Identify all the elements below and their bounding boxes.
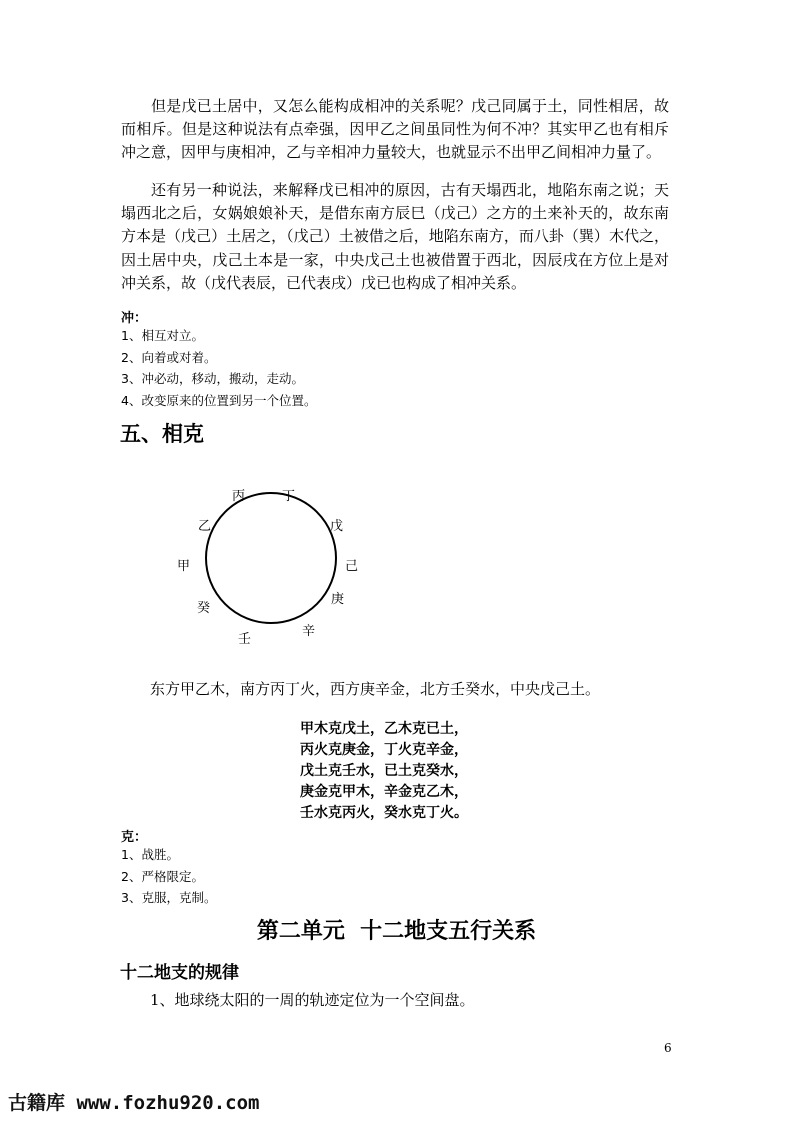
list-item: 壬水克丙火，癸水克丁火。 xyxy=(300,805,468,821)
stem-label-bing: 丙 xyxy=(232,489,246,504)
wheel-circle xyxy=(206,493,336,623)
directions-caption: 东方甲乙木，南方丙丁火，西方庚辛金，北方壬癸水，中央戊己土。 xyxy=(150,680,601,698)
stem-label-ding: 丁 xyxy=(282,489,296,504)
list-item: 3、冲必动，移动，搬动，走动。 xyxy=(121,371,304,386)
watermark: 古籍库 www.fozhu920.com xyxy=(8,1092,260,1114)
ke-definition-title: 克： xyxy=(121,830,148,845)
list-item: 丙火克庚金，丁火克辛金， xyxy=(300,742,468,758)
subsection-title: 十二地支的规律 xyxy=(120,963,239,983)
ke-definition-list xyxy=(121,844,216,909)
list-item: 4、改变原来的位置到另一个位置。 xyxy=(121,392,317,408)
rule-line-1: 1、地球绕太阳的一周的轨迹定位为一个空间盘。 xyxy=(150,991,475,1009)
page-number: 6 xyxy=(664,1041,672,1055)
list-item: 庚金克甲木，辛金克乙木， xyxy=(300,784,468,800)
paragraph-2: 还有另一种说法，来解释戊已相冲的原因，古有天塌西北，地陷东南之说；天塌西北之后，女娲娘娘补天，是借东南方辰巳（戊己）之方的土来补天的，故东南方本是（戊己）土居之，（戊己）土被借之后，地陷东南方，而八卦（巽）木代之，因土居中央，戊己土本是一家，中央戊己土也被借置于西北，因辰戌在方位上是对冲关系，故（戊代表辰，已代表戌）戊已也构成了相冲关系。 xyxy=(121,181,669,292)
list-item: 3、克服，克制。 xyxy=(121,890,217,905)
list-item: 1、战胜。 xyxy=(121,847,179,862)
section-title-xiangke: 五、相克 xyxy=(120,422,204,446)
heavenly-stems-wheel xyxy=(160,475,380,655)
stem-label-ren: 壬 xyxy=(238,632,252,647)
list-item: 2、向着或对着。 xyxy=(121,349,217,365)
list-item: 戊土克壬水，已土克癸水， xyxy=(300,763,468,779)
list-item: 2、严格限定。 xyxy=(121,868,204,884)
list-item: 1、相互对立。 xyxy=(121,328,204,343)
ke-rules-list xyxy=(300,719,468,824)
stem-label-geng: 庚 xyxy=(331,592,345,607)
stem-label-jia: 甲 xyxy=(177,559,191,574)
unit-title: 第二单元 十二地支五行关系 xyxy=(256,919,537,944)
stem-label-gui: 癸 xyxy=(197,601,211,616)
paragraph-1: 但是戊已土居中，又怎么能构成相冲的关系呢？戊己同属于土，同性相居，故而相斥。但是这种说法有点牵强，因甲乙之间虽同性为何不冲？其实甲乙也有相斥冲之意，因甲与庚相冲，乙与辛相冲力量较大，也就显示不出甲乙间相冲力量了。 xyxy=(121,97,669,162)
list-item: 甲木克戊土，乙木克已土， xyxy=(300,721,468,737)
stem-label-xin: 辛 xyxy=(302,624,316,639)
stem-label-yi: 乙 xyxy=(198,519,212,534)
chong-definition-title: 冲： xyxy=(121,311,148,326)
stem-label-ji: 己 xyxy=(345,559,359,574)
chong-definition-list xyxy=(121,325,316,411)
stem-label-wu: 戊 xyxy=(330,519,344,534)
